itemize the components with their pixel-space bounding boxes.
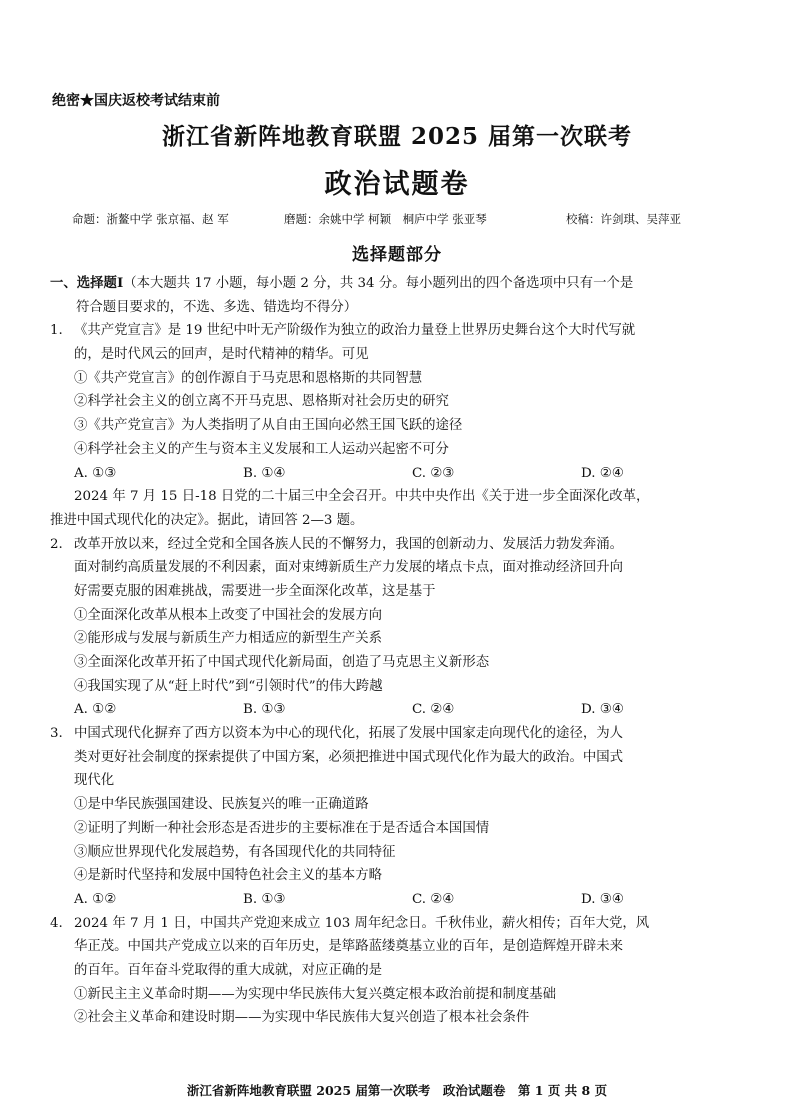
credit-reviewer: 磨题：余姚中学 柯颖 桐庐中学 张亚琴 bbox=[284, 212, 487, 226]
q1-options bbox=[50, 462, 750, 486]
q4-statement-1: ①新民主主义革命时期——为实现中华民族伟大复兴奠定根本政治前提和制度基础 bbox=[74, 986, 557, 1002]
q3-statement-1: ①是中华民族强国建设、民族复兴的唯一正确道路 bbox=[74, 797, 369, 813]
credits-line bbox=[72, 211, 762, 227]
q1-option-c: C. ②③ bbox=[412, 465, 455, 481]
q2-option-c: C. ②④ bbox=[412, 702, 455, 718]
q1-statement-4: ④科学社会主义的产生与资本主义发展和工人运动兴起密不可分 bbox=[74, 441, 449, 457]
q2-stem-line-1 bbox=[50, 533, 750, 557]
q3-options bbox=[50, 888, 750, 912]
q3-stem-line-2: 类对更好社会制度的探索提供了中国方案，必须把推进中国式现代化作为最大的政治。中国式 bbox=[74, 749, 624, 765]
section-title: 选择题部分 bbox=[352, 245, 442, 265]
q3-stem-line-1 bbox=[50, 722, 750, 746]
q2-statement-1: ①全面深化改革从根本上改变了中国社会的发展方向 bbox=[74, 607, 382, 623]
material-line-2: 推进中国式现代化的决定》。据此，请回答 2—3 题。 bbox=[50, 512, 364, 528]
q2-number: 2. bbox=[50, 536, 63, 552]
q4-stem-line-1 bbox=[50, 912, 750, 936]
q2-options bbox=[50, 698, 750, 722]
q1-stem-text: 《共产党宣言》是 19 世纪中叶无产阶级作为独立的政治力量登上世界历史舞台这个大时代写就 bbox=[74, 323, 636, 339]
q4-stem-line-3: 的百年。百年奋斗党取得的重大成就，对应正确的是 bbox=[74, 962, 382, 978]
q2-statement-4: ④我国实现了从“赶上时代”到“引领时代”的伟大跨越 bbox=[74, 678, 383, 694]
instructions-line-1 bbox=[50, 272, 750, 296]
q2-stem-text: 改革开放以来，经过全党和全国各族人民的不懈努力，我国的创新动力、发展活力勃发奔涌。 bbox=[74, 536, 624, 552]
q2-option-d: D. ③④ bbox=[581, 702, 624, 718]
q1-stem-line-2: 的，是时代风云的回声，是时代精神的精华。可见 bbox=[74, 347, 369, 363]
q3-statement-3: ③顺应世界现代化发展趋势，有各国现代化的共同特征 bbox=[74, 844, 396, 860]
instructions-label: 一、选择题Ⅰ bbox=[50, 275, 124, 291]
q2-statement-2: ②能形成与发展与新质生产力相适应的新型生产关系 bbox=[74, 631, 382, 647]
instructions-line-2: 符合题目要求的，不选、多选、错选均不得分） bbox=[76, 299, 358, 315]
q3-number: 3. bbox=[50, 726, 63, 742]
material-line-1: 2024 年 7 月 15 日-18 日党的二十届三中全会召开。中共中央作出《关于进一步全面深化改革， bbox=[74, 489, 650, 505]
q4-statement-2: ②社会主义革命和建设时期——为实现中华民族伟大复兴创造了根本社会条件 bbox=[74, 1010, 530, 1026]
q3-statement-2: ②证明了判断一种社会形态是否进步的主要标准在于是否适合本国国情 bbox=[74, 820, 490, 836]
q3-stem-text: 中国式现代化摒弃了西方以资本为中心的现代化，拓展了发展中国家走向现代化的途径，为人 bbox=[74, 726, 624, 742]
q1-statement-2: ②科学社会主义的创立离不开马克思、恩格斯对社会历史的研究 bbox=[74, 394, 449, 410]
q4-stem-text: 2024 年 7 月 1 日，中国共产党迎来成立 103 周年纪念日。千秋伟业，薪火相传；百年大党，风 bbox=[74, 915, 650, 931]
page-footer: 浙江省新阵地教育联盟 2025 届第一次联考 政治试题卷 第 1 页 共 8 页 bbox=[186, 1083, 608, 1098]
exam-title: 浙江省新阵地教育联盟 2025 届第一次联考 bbox=[161, 123, 633, 150]
q1-option-b: B. ①④ bbox=[243, 465, 286, 481]
q3-option-d: D. ③④ bbox=[581, 891, 624, 907]
q3-statement-4: ④是新时代坚持和发展中国特色社会主义的基本方略 bbox=[74, 868, 382, 884]
credit-proofreader: 校稿：许剑琪、吴萍亚 bbox=[566, 212, 681, 226]
question-body bbox=[50, 272, 750, 1030]
q1-option-d: D. ②④ bbox=[581, 465, 624, 481]
q3-option-a: A. ①② bbox=[74, 891, 117, 907]
q2-option-b: B. ①③ bbox=[243, 702, 286, 718]
exam-subtitle: 政治试题卷 bbox=[324, 169, 470, 200]
q1-stem-line-1 bbox=[50, 319, 750, 343]
credit-author: 命题：浙鳌中学 张京福、赵 军 bbox=[72, 212, 229, 226]
q1-number: 1. bbox=[50, 323, 63, 339]
q1-option-a: A. ①③ bbox=[74, 465, 117, 481]
instructions-text: （本大题共 17 小题，每小题 2 分，共 34 分。每小题列出的四个备选项中只有一个是 bbox=[123, 276, 634, 291]
q4-stem-line-2: 华正茂。中国共产党成立以来的百年历史，是筚路蓝缕奠基立业的百年，是创造辉煌开辟未来 bbox=[74, 939, 624, 955]
q2-stem-line-3: 好需要克服的困难挑战，需要进一步全面深化改革，这是基于 bbox=[74, 583, 436, 599]
q3-stem-line-3: 现代化 bbox=[74, 773, 115, 789]
q1-statement-1: ①《共产党宣言》的创作源自于马克思和恩格斯的共同智慧 bbox=[74, 370, 423, 386]
q2-stem-line-2: 面对制约高质量发展的不利因素，面对束缚新质生产力发展的堵点卡点，面对推动经济回升向 bbox=[74, 560, 624, 576]
q2-option-a: A. ①② bbox=[74, 702, 117, 718]
q2-statement-3: ③全面深化改革开拓了中国式现代化新局面，创造了马克思主义新形态 bbox=[74, 655, 490, 670]
q4-number: 4. bbox=[50, 915, 63, 931]
confidential-note: 绝密★国庆返校考试结束前 bbox=[52, 93, 220, 109]
q3-option-c: C. ②④ bbox=[412, 891, 455, 907]
q1-statement-3: ③《共产党宣言》为人类指明了从自由王国向必然王国飞跃的途径 bbox=[74, 418, 463, 434]
q3-option-b: B. ①③ bbox=[243, 891, 286, 907]
